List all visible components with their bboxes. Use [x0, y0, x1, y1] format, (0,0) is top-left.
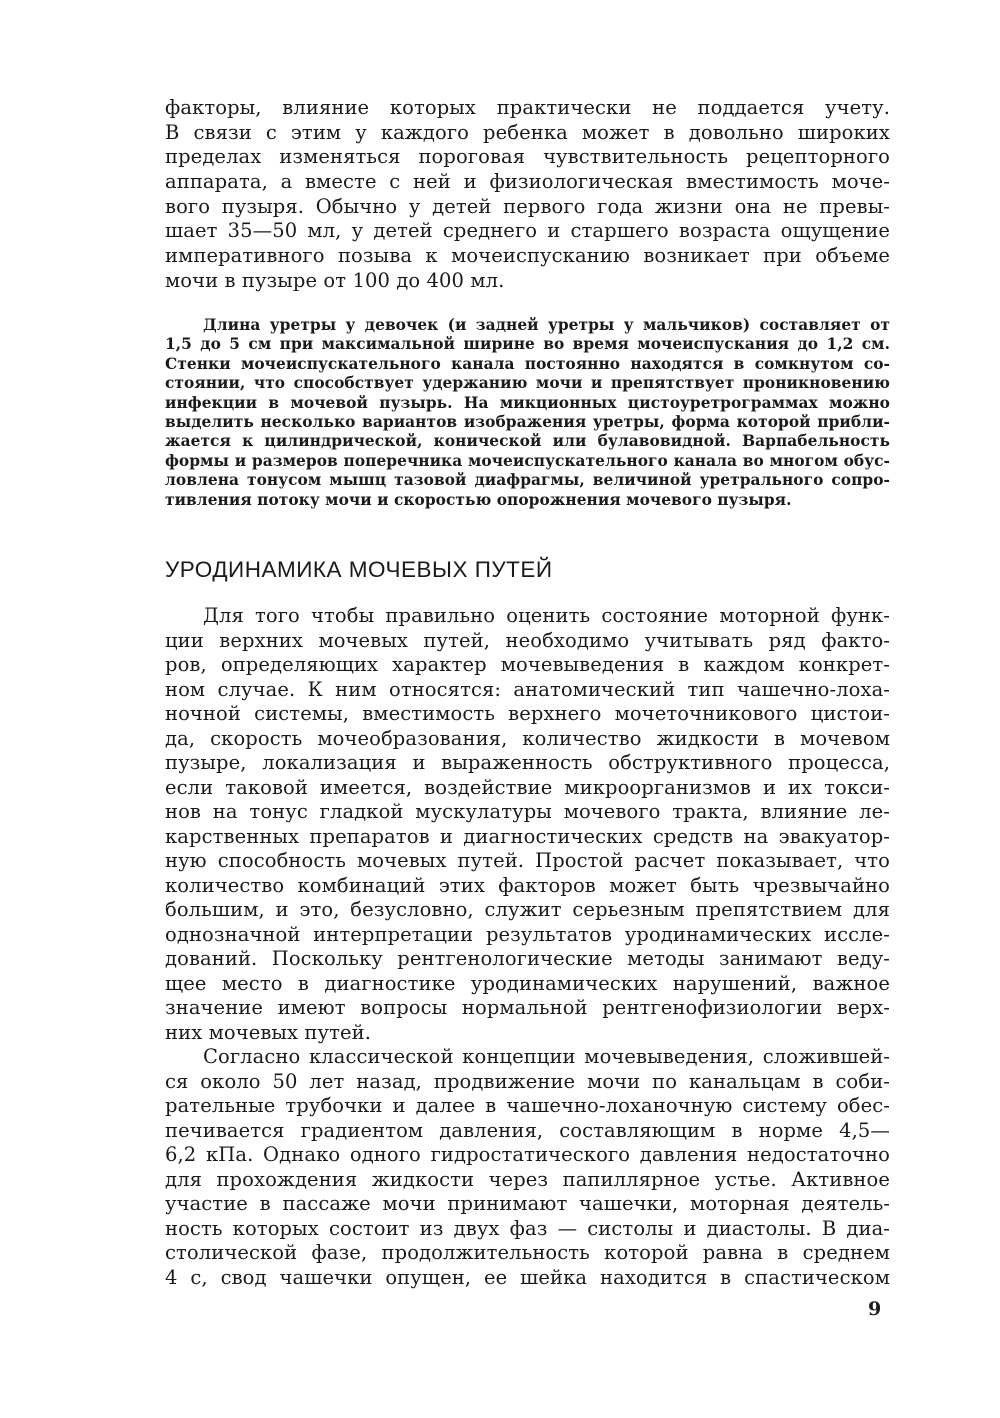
- text-line: тивления потоку мочи и скоростью опорожнения мочевого пузыря.: [165, 490, 792, 509]
- paragraph-1: [165, 96, 890, 294]
- text-line: жается к цилиндрической, конической или булавовидной. Варпабельность: [165, 432, 890, 451]
- text-line: факторы, влияние которых практически не поддается учету.: [165, 96, 890, 119]
- text-line: ров, определяющих характер мочевыведения в каждом конкрет-: [165, 653, 890, 676]
- text-line: аппарата, а вместе с ней и физиологическая вместимость моче-: [165, 170, 890, 194]
- text-line: количество комбинаций этих факторов может быть чрезвычайно: [165, 873, 890, 897]
- text-line: пузыре, локализация и выраженность обструктивного процесса,: [165, 751, 890, 774]
- text-line: столической фазе, продолжительность которой равна в среднем: [165, 1241, 890, 1264]
- text-line: карственных препаратов и диагностических средств на эвакуатор-: [165, 824, 890, 848]
- text-line: стоянии, что способствует удержанию мочи и препятствует проникновению: [165, 374, 890, 393]
- text-line: мочи в пузыре от 100 до 400 мл.: [165, 268, 505, 292]
- text-line: ность которых состоит из двух фаз — систолы и диастолы. В диа-: [165, 1216, 890, 1240]
- text-line: них мочевых путей.: [165, 1020, 372, 1044]
- text-line: 1,5 до 5 см при максимальной ширине во время мочеиспускания до 1,2 см.: [165, 335, 890, 354]
- text-line: Длина уретры у девочек (и задней уретры у мальчиков) составляет от: [203, 316, 890, 334]
- text-line: Стенки мочеиспускательного канала постоянно находятся в сомкнутом со-: [165, 354, 890, 373]
- text-line: да, скорость мочеобразования, количество жидкости в мочевом: [165, 726, 890, 750]
- text-line: вого пузыря. Обычно у детей первого года жизни она не превы-: [165, 194, 890, 218]
- text-line: участие в пассаже мочи принимают чашечки, моторная деятель-: [165, 1192, 890, 1215]
- text-line: ночной системы, вместимость верхнего мочеточникового цистои-: [165, 702, 890, 725]
- text-line: ную способность мочевых путей. Простой расчет показывает, что: [165, 849, 890, 872]
- text-line: ции верхних мочевых путей, необходимо учитывать ряд факто-: [165, 628, 890, 652]
- text-line: 6,2 кПа. Однако одного гидростатического давления недостаточно: [165, 1143, 890, 1166]
- text-line: ловлена тонусом мышц тазовой диафрагмы, величиной уретрального сопро-: [165, 471, 890, 490]
- text-line: большим, и это, безусловно, служит серьезным препятствием для: [165, 898, 890, 921]
- text-line: формы и размеров поперечника мочеиспускательного канала во многом обус-: [165, 451, 890, 470]
- text-line: если таковой имеется, воздействие микроорганизмов и их токси-: [165, 775, 890, 799]
- text-line: дований. Поскольку рентгенологические методы занимают веду-: [165, 947, 890, 970]
- text-line: императивного позыва к мочеиспусканию возникает при объеме: [165, 244, 890, 268]
- text-line: Согласно классической концепции мочевыведения, сложившей-: [203, 1045, 890, 1068]
- text-line: значение имеют вопросы нормальной рентгенофизиологии верх-: [165, 996, 890, 1019]
- text-line: однозначной интерпретации результатов уродинамических иссле-: [165, 922, 890, 946]
- text-line: нов на тонус гладкой мускулатуры мочевого тракта, влияние ле-: [165, 800, 890, 823]
- text-line: для прохождения жидкости через папиллярное устье. Активное: [165, 1167, 890, 1191]
- text-line: ся около 50 лет назад, продвижение мочи по канальцам в соби-: [165, 1069, 890, 1093]
- text-line: инфекции в мочевой пузырь. На микционных цистоуретрограммах можно: [165, 393, 890, 412]
- text-line: Для того чтобы правильно оценить состояние моторной функ-: [203, 604, 890, 627]
- text-line: рательные трубочки и далее в чашечно-лоханочную систему обес-: [165, 1094, 890, 1117]
- text-line: пределах изменяться пороговая чувствительность рецепторного: [165, 145, 890, 169]
- body-text: [165, 604, 890, 1290]
- text-line: выделить несколько вариантов изображения уретры, форма которой прибли-: [165, 412, 890, 431]
- text-line: В связи с этим у каждого ребенка может в довольно широких: [165, 120, 890, 144]
- section-heading: УРОДИНАМИКА МОЧЕВЫХ ПУТЕЙ: [165, 557, 553, 582]
- small-print-paragraph: [165, 316, 890, 510]
- text-line: щее место в диагностике уродинамических нарушений, важное: [165, 971, 890, 995]
- text-line: 4 с, свод чашечки опущен, ее шейка находится в спастическом: [165, 1265, 890, 1289]
- text-line: ном случае. К ним относятся: анатомический тип чашечно-лоха-: [165, 677, 890, 701]
- text-line: печивается градиентом давления, составляющим в норме 4,5—: [165, 1118, 890, 1142]
- page-number: 9: [868, 1298, 882, 1320]
- text-line: шает 35—50 мл, у детей среднего и старшего возраста ощущение: [165, 219, 890, 243]
